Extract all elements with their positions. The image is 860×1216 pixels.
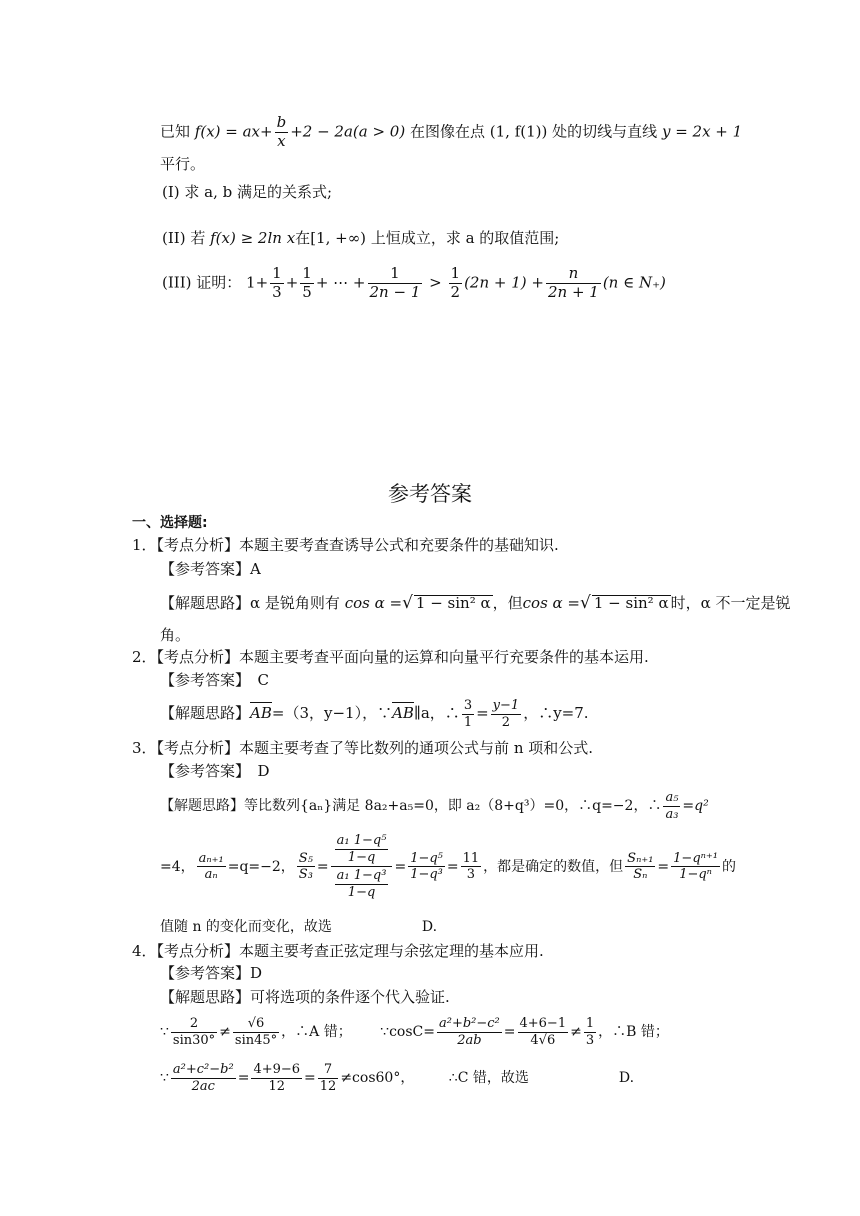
part-2-suffix: 上恒成立，求 a 的取值范围;: [370, 229, 560, 247]
q3-answer: 【参考答案】 D: [160, 762, 270, 780]
q3-heading: 3．【考点分析】本题主要考查了等比数列的通项公式与前 n 项和公式.: [132, 739, 594, 757]
q2-heading: 2．【考点分析】本题主要考查平面向量的运算和向量平行充要条件的基本运用.: [132, 648, 649, 666]
q2-solution: 【解题思路】AB=（3，y−1），∵AB∥a，∴ $\frac{3}{1}$ = $\frac{y-1}{2}$ ，∴y=7.: [160, 698, 589, 730]
q4-line-2: ∵ $\frac{\text{a²+c²−b²}}{2ac}$ = $\frac{4+9-6}{12}$ = $\frac{7}{12}$ ≠cos60°， ∴C 错，故选 D.: [160, 1062, 635, 1094]
point: (1, f(1)): [489, 122, 548, 141]
function-rest: +2 − 2a(a > 0): [290, 122, 406, 141]
tangent-text: 处的切线与直线: [552, 122, 658, 141]
q3-solution-2: =4， $\frac{\text{aₙ₊₁}}{\text{aₙ}}$ =q=−2， $\frac{\text{S₅}}{\text{S₃}}$ = $\frac{\frac{\text{a₁ 1−q⁵}}{1-q}}{\frac{\text{a₁ 1−q³}}{1-q}}$ = $\frac{\text{1−q⁵}}{\text{1−q³}}$ = $\frac{11}{3}$ ，都是确定的数值，但 $\frac{\text{Sₙ₊₁}}{\text{Sₙ}}$ = $\frac{\text{1−qⁿ⁺¹}}{\text{1−qⁿ}}$ 的: [160, 833, 736, 900]
part-3-prefix: (III) 证明：: [162, 273, 242, 292]
q1-heading: 1．【考点分析】本题主要考查查诱导公式和充要条件的基础知识.: [132, 536, 559, 554]
part-1: (I) 求 a, b 满足的关系式;: [162, 183, 333, 201]
greater-than: >: [429, 273, 442, 292]
q4-heading: 4．【考点分析】本题主要考查正弦定理与余弦定理的基本应用.: [132, 942, 544, 960]
problem-line-2: 平行。: [160, 155, 206, 173]
q1-answer: 【参考答案】A: [160, 560, 261, 578]
q4-solution: 【解题思路】可将选项的条件逐个代入验证.: [160, 988, 450, 1006]
part-3: (III) 证明： 1+ $\frac{1}{3}$ + $\frac{1}{5}$ + ⋯ + $\frac{1}{2n - 1}$ > $\frac{1}{2}$ (2n + 1) + $\frac{n}{2n + 1}$ (n ∈ N₊): [162, 264, 666, 301]
part-2-interval: [1, +∞): [310, 229, 367, 247]
frac-1-3: $\frac{1}{3}$: [272, 264, 282, 301]
intro-text: 已知: [160, 122, 191, 141]
q1-solution: 【解题思路】α 是锐角则有 cos α =√ 1 − sin² α ，但cos α =√ 1 − sin² α 时，α 不一定是锐: [160, 593, 791, 613]
part-2-prefix: (II) 若: [162, 229, 206, 247]
q3-compound-fraction: $\frac{\frac{\text{a₁ 1−q⁵}}{1-q}}{\frac{\text{a₁ 1−q³}}{1-q}}$: [331, 832, 393, 902]
sum-start: 1+: [246, 273, 269, 292]
section-heading: 一、选择题:: [132, 515, 208, 531]
part-2-mid: 在: [295, 229, 311, 247]
frac-1-2n-1: $\frac{1}{2n - 1}$: [369, 264, 421, 301]
frac-n-2n+1: $\frac{n}{2n + 1}$: [547, 264, 599, 301]
part-3-condition: (n ∈ N₊): [602, 273, 666, 292]
q4-answer: 【参考答案】D: [160, 964, 263, 982]
q3-solution-3: 值随 n 的变化而变化，故选 D.: [160, 919, 438, 935]
answers-title: 参考答案: [388, 482, 472, 506]
q1-solution-cont: 角。: [160, 626, 191, 644]
fraction-b-over-x: $\frac{b}{x}$: [276, 113, 287, 150]
frac-1-5: $\frac{1}{5}$: [302, 264, 312, 301]
frac-1-2: $\frac{1}{2}$: [450, 264, 461, 301]
sum-dots: + ⋯ +: [315, 273, 366, 292]
function-definition: f(x) = ax+: [194, 122, 273, 141]
q4-line-1: ∵ $\frac{2}{\sin 30^\circ}$ ≠ $\frac{√6}{\sin 45^\circ}$ ，∴A 错； ∵cosC= $\frac{\text{a²+b²−c²}}{2ab}$ = $\frac{4+6-1}{4√6}$ ≠ $\frac{1}{3}$ ，∴B 错；: [160, 1016, 669, 1048]
q2-answer: 【参考答案】 C: [160, 671, 269, 689]
problem-line-1: [160, 114, 742, 151]
line-equation: y = 2x + 1: [661, 122, 743, 141]
part-2: [162, 231, 559, 246]
part-2-inequality: f(x) ≥ 2ln x: [210, 229, 296, 247]
part-3-mid: (2n + 1) +: [464, 273, 544, 292]
q3-solution-1: 【解题思路】等比数列{aₙ}满足 8a₂+a₅=0，即 a₂（8+q³）=0，∴q=−2，∴ $\frac{\text{a₅}}{\text{a₃}}$ =q²: [160, 790, 709, 822]
mid-text: 在图像在点: [409, 122, 485, 141]
